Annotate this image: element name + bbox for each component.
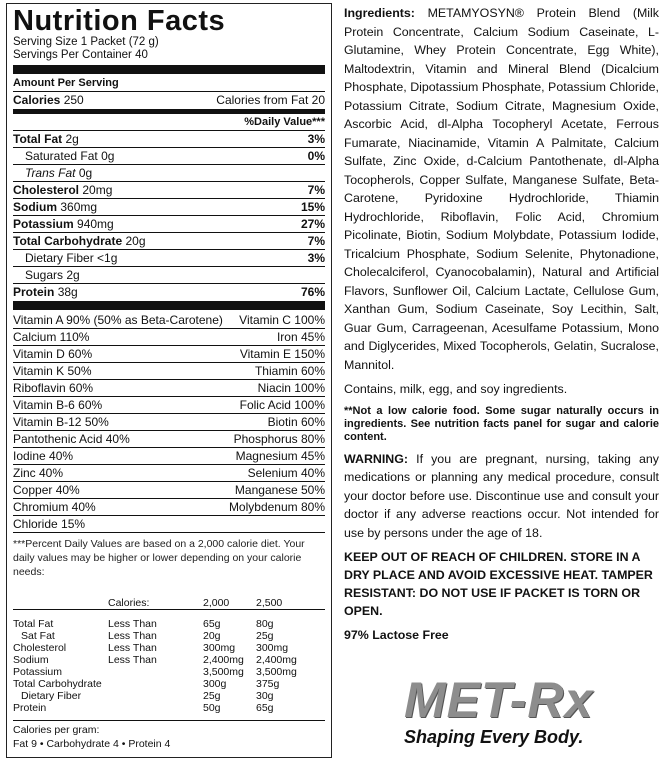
vitamin-row	[13, 362, 325, 379]
vitamin-row	[13, 328, 325, 345]
nutrient-percent: 27%	[300, 217, 325, 231]
nutrient-label: Protein	[13, 285, 55, 299]
vitamin-row	[13, 430, 325, 447]
nutrient-row	[13, 266, 325, 283]
nutrient-amount: 2g	[65, 132, 79, 146]
vitamin-right: Magnesium 45%	[235, 449, 325, 463]
divider	[13, 532, 325, 533]
nutrient-percent: 7%	[307, 234, 325, 248]
table-cell: 80g	[256, 617, 274, 630]
table-cell: 3,500mg	[203, 665, 244, 678]
nutrient-amount: 360mg	[60, 200, 98, 214]
nutrient-label: Total Carbohydrate	[13, 234, 123, 248]
table-cell: 3,500mg	[256, 665, 297, 678]
vitamin-left: Iodine 40%	[13, 449, 74, 463]
vitamin-left: Copper 40%	[13, 483, 80, 497]
daily-value-table	[13, 597, 325, 714]
table-row	[13, 702, 325, 714]
table-cell: Total Fat	[13, 617, 54, 630]
table-cell: 2,000	[203, 597, 230, 609]
vitamin-right: Biotin 60%	[267, 415, 325, 429]
table-cell	[13, 597, 108, 610]
table-cell: Less Than	[108, 641, 157, 654]
nutrient-percent: 3%	[307, 132, 325, 146]
table-cell: Dietary Fiber	[21, 689, 82, 702]
vitamin-left: Vitamin B-6 60%	[13, 398, 103, 412]
nutrient-label: Sugars	[25, 268, 64, 282]
nutrient-label: Potassium	[13, 217, 74, 231]
nutrient-label: Sodium	[13, 200, 57, 214]
table-cell: 65g	[256, 701, 274, 714]
daily-value-footnote: ***Percent Daily Values are based on a 2,000 calorie diet. Your daily values may be higher or lower depending on your calorie needs:	[13, 538, 305, 578]
table-cell: 65g	[203, 617, 221, 630]
calories-row	[13, 91, 325, 108]
vitamin-right: Iron 45%	[276, 330, 325, 344]
nutrient-label: Saturated Fat	[25, 149, 98, 163]
table-cell: Less Than	[108, 617, 157, 630]
vitamin-right: Vitamin C 100%	[239, 313, 325, 327]
nutrient-amount: 2g	[66, 268, 80, 282]
ingredients-text: METAMYOSYN® Protein Blend (Milk Protein Concentrate, Calcium Sodium Caseinate, L-Glutamine, Whey Protein Concentrate, Egg White), Maltodextrin, Vitamin and Mineral Blend (Dicalcium Phosphate, Dipotassium Phosphate, Potassium Chloride, Potassium Citrate, Sodium Citrate, Magnesium Oxide, Ascorbic Acid, dl-Alpha Tocopheryl Acetate, Ferrous Fumarate, Niacinamide, Vitamin A Palmitate, Calcium Sulfate, Zinc Oxide, d-Calcium Pantothenate, dl-Alpha Tocopherols, Copper Sulfate, Manganese Sulfate, Beta-Carotene, Pyridoxine Hydrochloride, Thiamin Hydrochloride, Riboflavin, Folic Acid, Chromium Picolinate, Biotin, Sodium Molybdate, Potassium Iodide, Tricalcium Phosphate, Sodium Selenite, Phytonadione, Cholecalciferol, Cyanocobalamin), Natural and Artificial Flavors, Sunflower Oil, Calcium Lactate, Cellulose Gum, Xanthan Gum, Sodium Caseinate, Soy Lecithin, Salt, Guar Gum, Carrageenan, Acesulfame Potassium, Mono and Diglycerides, Mixed Tocopherols, Gelatin, Sucralose, Mannitol.	[344, 6, 659, 372]
nutrient-amount: 38g	[57, 285, 78, 299]
nutrient-row	[13, 283, 325, 300]
nutrient-percent: 3%	[307, 251, 325, 265]
table-cell	[108, 690, 203, 702]
vitamin-row	[13, 312, 325, 328]
table-cell: Less Than	[108, 629, 157, 642]
vitamin-left: Riboflavin 60%	[13, 381, 94, 395]
table-row	[13, 678, 325, 690]
table-cell	[108, 702, 203, 714]
nutrient-row	[13, 215, 325, 232]
table-cell	[108, 678, 203, 690]
thick-divider	[13, 301, 325, 310]
vitamin-left: Calcium 110%	[13, 330, 90, 344]
calories-per-gram-label: Calories per gram:	[13, 723, 100, 736]
nutrient-label: Total Fat	[13, 132, 63, 146]
nutrient-row	[13, 198, 325, 215]
lactose-free: 97% Lactose Free	[344, 628, 449, 642]
table-cell: Potassium	[13, 665, 63, 678]
ingredients-label: Ingredients:	[344, 6, 415, 20]
table-cell: 30g	[256, 689, 274, 702]
vitamin-left: Vitamin D 60%	[13, 347, 93, 361]
table-cell: 300mg	[256, 641, 289, 654]
table-cell: 20g	[203, 629, 221, 642]
table-cell: Sodium	[13, 653, 49, 666]
vitamin-right: Vitamin E 150%	[239, 347, 325, 361]
nutrient-percent: 7%	[307, 183, 325, 197]
table-cell: Cholesterol	[13, 641, 67, 654]
table-row	[13, 630, 325, 642]
thick-divider	[13, 65, 325, 74]
amount-per-serving: Amount Per Serving	[13, 77, 119, 89]
vitamin-left: Chloride 15%	[13, 517, 86, 531]
vitamin-left: Vitamin K 50%	[13, 364, 92, 378]
table-cell: 2,400mg	[256, 653, 297, 666]
calories-from-fat: Calories from Fat 20	[216, 93, 325, 107]
nutrient-row	[13, 164, 325, 181]
nutrient-row	[13, 147, 325, 164]
table-cell: 25g	[203, 689, 221, 702]
table-cell: Sat Fat	[21, 629, 55, 642]
table-row	[13, 690, 325, 702]
vitamin-list	[13, 312, 325, 532]
nutrient-row	[13, 181, 325, 198]
calories-label: Calories	[13, 93, 61, 107]
vitamin-left: Vitamin B-12 50%	[13, 415, 109, 429]
vitamin-left: Pantothenic Acid 40%	[13, 432, 130, 446]
vitamin-right: Selenium 40%	[247, 466, 325, 480]
ingredients-column	[344, 4, 659, 650]
warning-text: If you are pregnant, nursing, taking any medications or planning any medical procedure, consult your doctor before use. Discontinue use and consult your doctor if any adverse reactions occur. Not intended for use by persons under the age of 18.	[344, 451, 659, 540]
table-row	[13, 642, 325, 654]
storage-warning: KEEP OUT OF REACH OF CHILDREN. STORE IN A DRY PLACE AND AVOID EXCESSIVE HEAT. TAMPER RESISTANT: DO NOT USE IF PACKET IS TORN OR OPEN.	[344, 550, 653, 618]
table-cell: 50g	[203, 701, 221, 714]
brand-tagline: Shaping Every Body.	[404, 727, 584, 747]
nutrient-amount: <1g	[97, 251, 118, 265]
nutrient-label: Trans Fat	[25, 166, 76, 180]
vitamin-row	[13, 379, 325, 396]
vitamin-left: Chromium 40%	[13, 500, 96, 514]
vitamin-row	[13, 345, 325, 362]
table-cell: 2,400mg	[203, 653, 244, 666]
vitamin-row	[13, 447, 325, 464]
medium-divider	[13, 109, 325, 114]
table-cell: 25g	[256, 629, 274, 642]
vitamin-row	[13, 464, 325, 481]
vitamin-left: Vitamin A 90% (50% as Beta-Carotene)	[13, 313, 223, 327]
vitamin-row	[13, 515, 325, 532]
table-cell: Protein	[13, 701, 47, 714]
nutrient-row	[13, 249, 325, 266]
warning-paragraph	[344, 450, 659, 543]
brand-logo	[404, 674, 620, 754]
vitamin-row	[13, 396, 325, 413]
brand-name: MET-Rx	[404, 672, 594, 728]
table-cell: Less Than	[108, 653, 157, 666]
ingredients-paragraph	[344, 4, 659, 374]
table-cell	[108, 666, 203, 678]
nutrient-amount: 0g	[78, 166, 93, 180]
nutrient-row	[13, 130, 325, 147]
warning-label: WARNING:	[344, 451, 409, 466]
low-calorie-note: **Not a low calorie food. Some sugar naturally occurs in ingredients. See nutrition facts panel for sugar and calorie content.	[344, 404, 659, 443]
calories-per-gram	[13, 720, 325, 751]
table-cell: Calories:	[108, 597, 150, 609]
table-row	[13, 618, 325, 630]
allergen-statement: Contains, milk, egg, and soy ingredients.	[344, 382, 568, 396]
nutrition-title: Nutrition Facts	[13, 5, 226, 37]
nutrient-percent: 0%	[307, 149, 325, 163]
serving-size: Serving Size 1 Packet (72 g)	[13, 36, 159, 48]
nutrient-amount: 20g	[125, 234, 146, 248]
vitamin-right: Thiamin 60%	[254, 364, 325, 378]
table-cell: 375g	[256, 677, 280, 690]
table-cell: 2,500	[256, 597, 283, 609]
daily-value-header: %Daily Value***	[244, 116, 325, 128]
servings-per-container: Servings Per Container 40	[13, 49, 148, 61]
nutrient-amount: 0g	[101, 149, 115, 163]
table-cell: 300mg	[203, 641, 236, 654]
vitamin-right: Phosphorus 80%	[233, 432, 325, 446]
nutrient-amount: 20mg	[82, 183, 113, 197]
table-header-row	[13, 597, 325, 610]
nutrient-percent: 76%	[300, 285, 325, 299]
nutrient-label: Cholesterol	[13, 183, 80, 197]
calories-value: 250	[63, 93, 84, 107]
vitamin-row	[13, 481, 325, 498]
vitamin-right: Folic Acid 100%	[239, 398, 325, 412]
nutrition-facts-panel	[6, 3, 332, 758]
vitamin-row	[13, 413, 325, 430]
table-cell: Total Carbohydrate	[13, 677, 102, 690]
nutrient-amount: 940mg	[77, 217, 114, 231]
vitamin-left: Zinc 40%	[13, 466, 64, 480]
nutrient-percent: 15%	[300, 200, 325, 214]
calories-per-gram-values: Fat 9 • Carbohydrate 4 • Protein 4	[13, 737, 171, 750]
table-row	[13, 654, 325, 666]
nutrient-label: Dietary Fiber	[25, 251, 94, 265]
vitamin-right: Manganese 50%	[234, 483, 325, 497]
vitamin-row	[13, 498, 325, 515]
table-cell: 300g	[203, 677, 227, 690]
vitamin-right: Molybdenum 80%	[228, 500, 325, 514]
nutrient-row	[13, 232, 325, 249]
vitamin-right: Niacin 100%	[257, 381, 325, 395]
table-row	[13, 666, 325, 678]
